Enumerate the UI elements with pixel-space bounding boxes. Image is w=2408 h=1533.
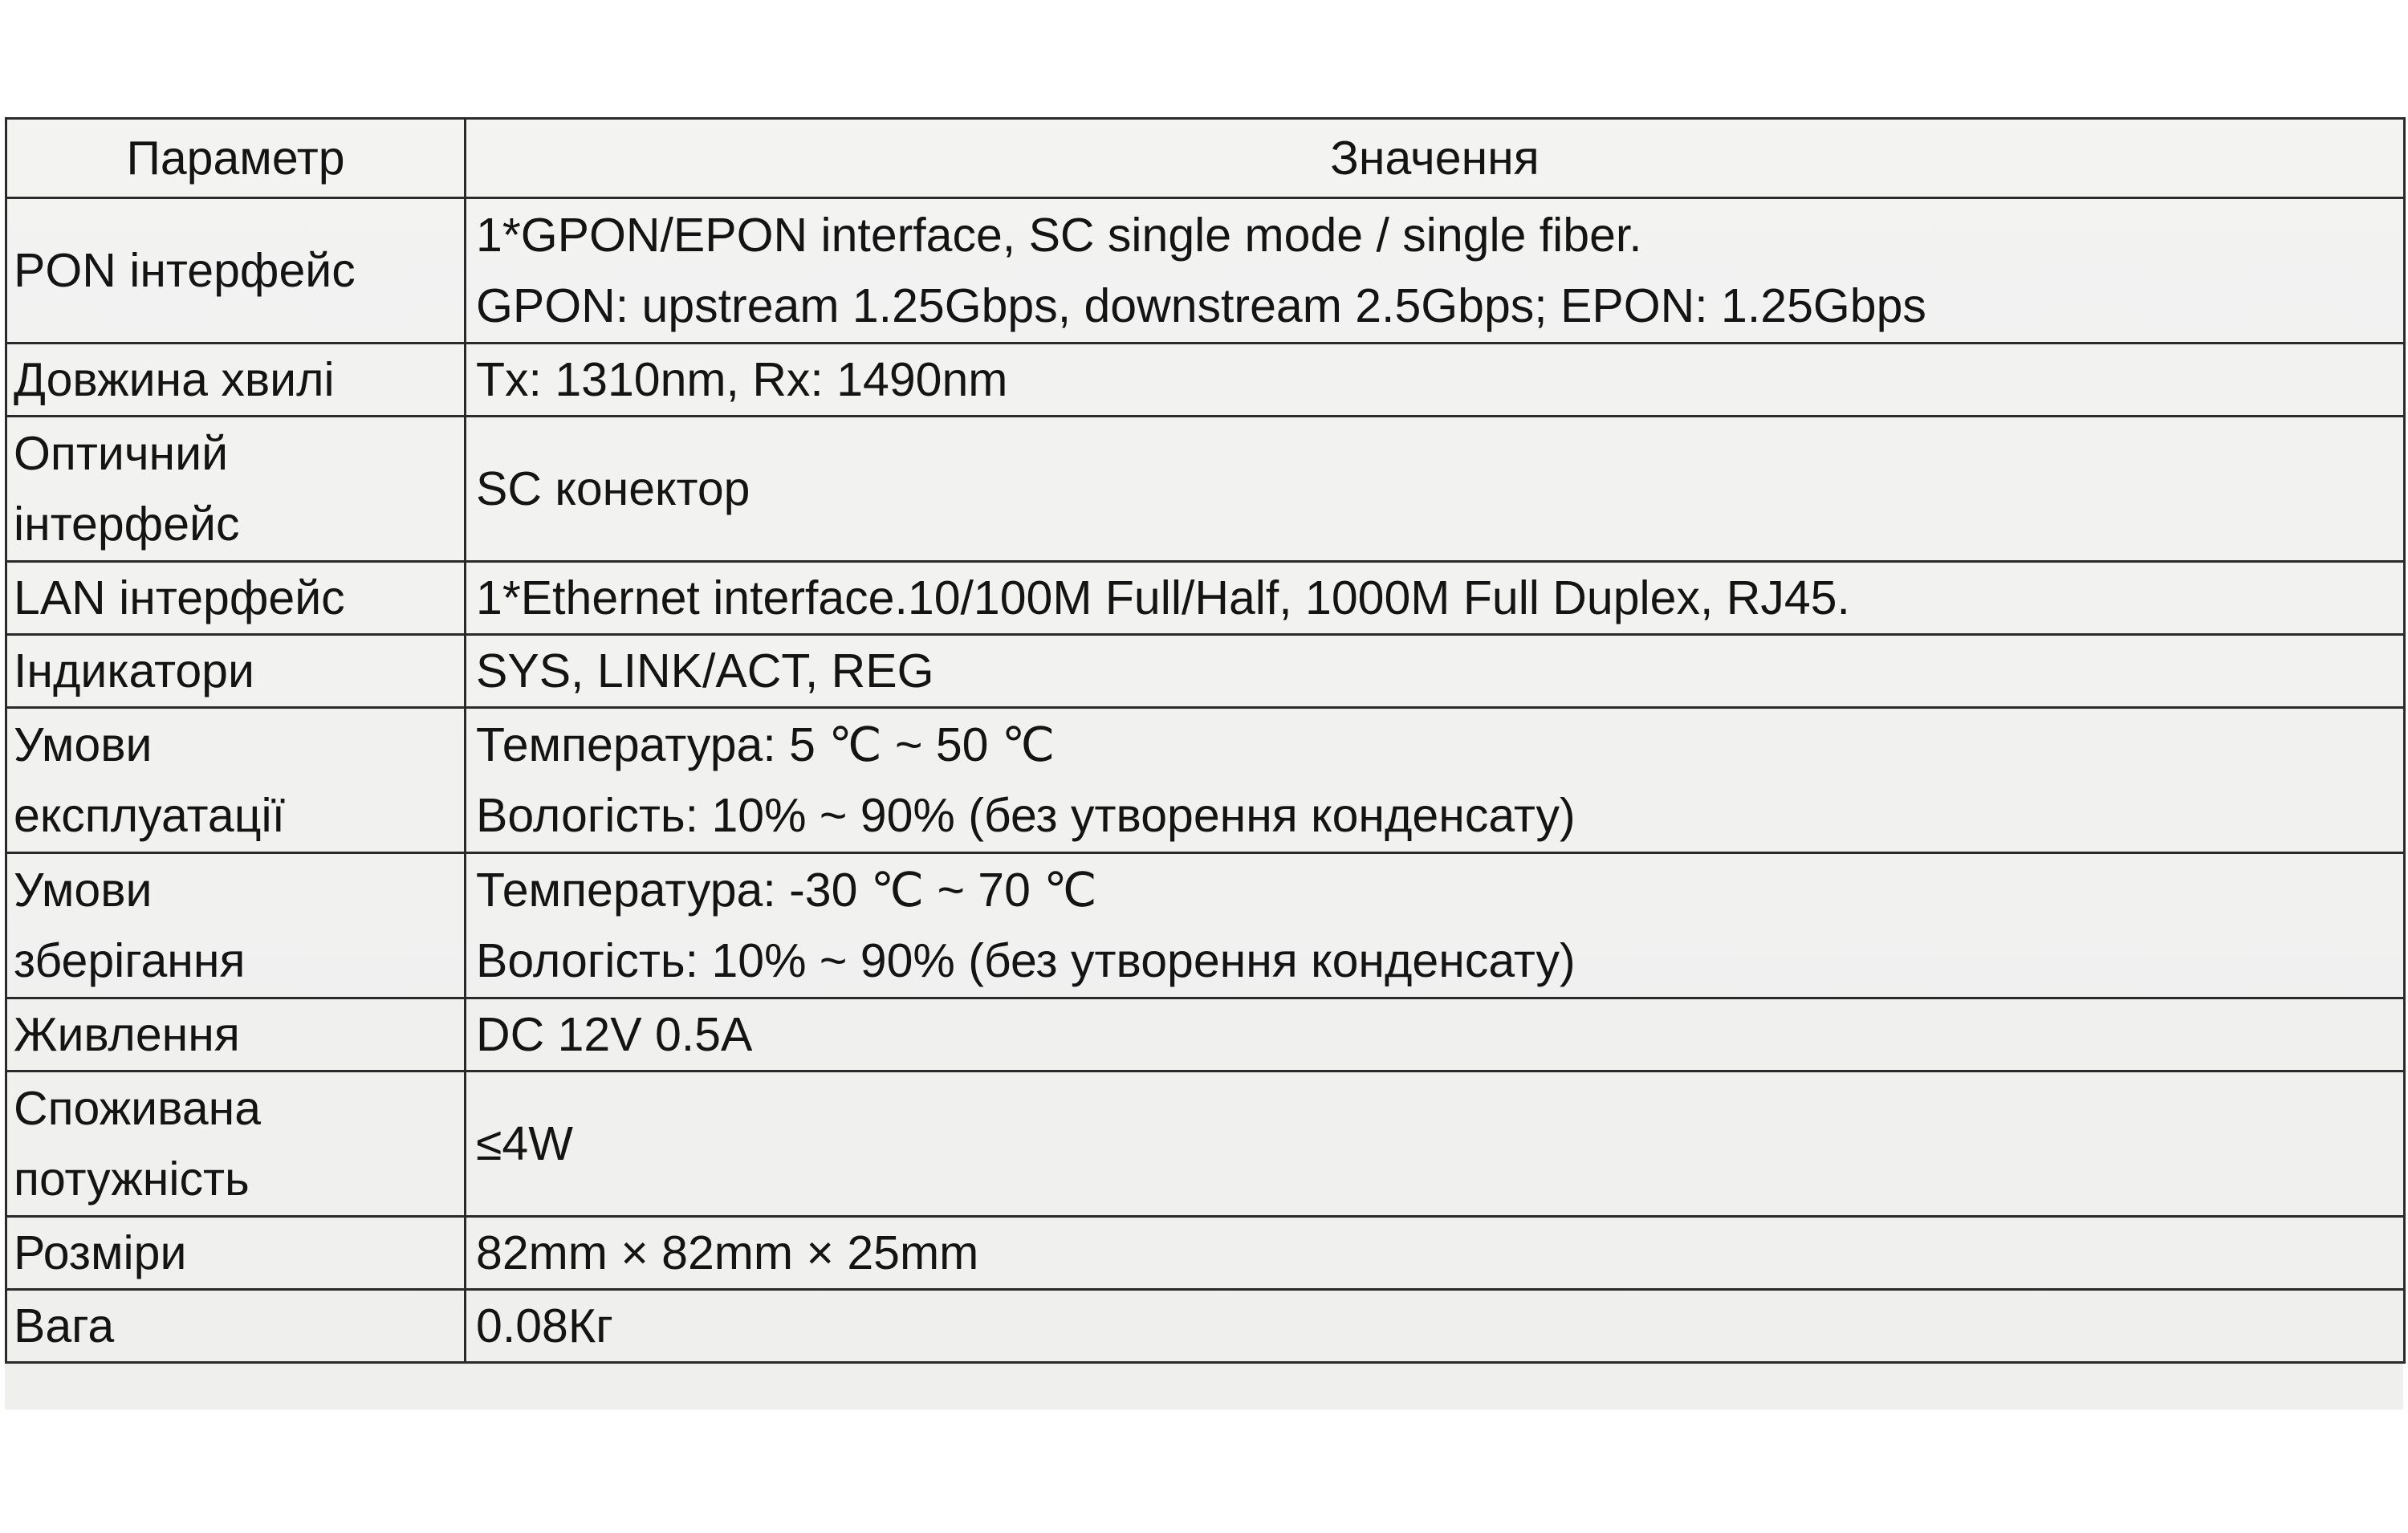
value-cell [466,198,2405,344]
table-row [6,1071,2405,1217]
param-cell [6,708,466,853]
table-row [6,998,2405,1071]
table-row [6,635,2405,708]
table-row [6,1217,2405,1290]
table-row [6,708,2405,853]
value-cell [466,853,2405,998]
param-cell [6,198,466,344]
value-text: 82mm × 82mm × 25mm [476,1226,979,1279]
param-cell [6,344,466,417]
value-text: ≤4W [476,1117,573,1170]
param-text: Вага [14,1299,115,1352]
value-text: SYS, LINK/ACT, REG [476,645,934,697]
param-cell [6,853,466,998]
value-text: Вологість: 10% ~ 90% (без утворення конденсату) [476,789,1576,842]
table-row [6,417,2405,562]
param-cell [6,1290,466,1363]
spec-table [5,117,2406,1364]
param-text: Умови [14,718,153,771]
value-cell [466,1217,2405,1290]
table-row [6,853,2405,998]
value-cell [466,562,2405,635]
table-header-row [6,119,2405,198]
value-text: Вологість: 10% ~ 90% (без утворення конденсату) [476,934,1576,987]
header-value: Значення [466,119,2405,198]
param-cell [6,1071,466,1217]
param-text: Живлення [14,1008,240,1061]
param-text: Індикатори [14,645,254,697]
param-text: зберігання [14,934,246,987]
header-parameter: Параметр [6,119,466,198]
value-cell [466,1071,2405,1217]
param-cell [6,562,466,635]
param-text: експлуатації [14,789,285,842]
value-text: Tx: 1310nm, Rx: 1490nm [476,353,1008,406]
table-row [6,344,2405,417]
value-text: 1*Ethernet interface.10/100M Full/Half, 1000M Full Duplex, RJ45. [476,571,1850,624]
value-text: 1*GPON/EPON interface, SC single mode / single fiber. [476,209,1642,262]
value-cell [466,635,2405,708]
param-cell [6,1217,466,1290]
table-row [6,562,2405,635]
value-cell [466,998,2405,1071]
param-cell [6,417,466,562]
spec-sheet [5,117,2403,1409]
param-text: Довжина хвилі [14,353,335,406]
table-row [6,1290,2405,1363]
value-cell [466,708,2405,853]
value-text: DC 12V 0.5A [476,1008,753,1061]
param-text: Оптичний [14,427,229,480]
param-text: потужність [14,1153,250,1206]
value-text: SC конектор [476,462,750,515]
value-text: GPON: upstream 1.25Gbps, downstream 2.5Gbps; EPON: 1.25Gbps [476,279,1926,332]
param-text: Споживана [14,1082,262,1135]
param-text: інтерфейс [14,498,240,551]
value-cell [466,417,2405,562]
value-cell [466,344,2405,417]
value-text: Температура: 5 ℃ ~ 50 ℃ [476,718,1056,771]
param-text: Умови [14,864,153,917]
param-cell [6,998,466,1071]
value-cell [466,1290,2405,1363]
table-row [6,198,2405,344]
value-text: 0.08Кг [476,1299,613,1352]
value-text: Температура: -30 ℃ ~ 70 ℃ [476,864,1097,917]
param-cell [6,635,466,708]
param-text: LAN інтерфейс [14,571,345,624]
param-text: PON інтерфейс [14,244,356,297]
param-text: Розміри [14,1226,187,1279]
